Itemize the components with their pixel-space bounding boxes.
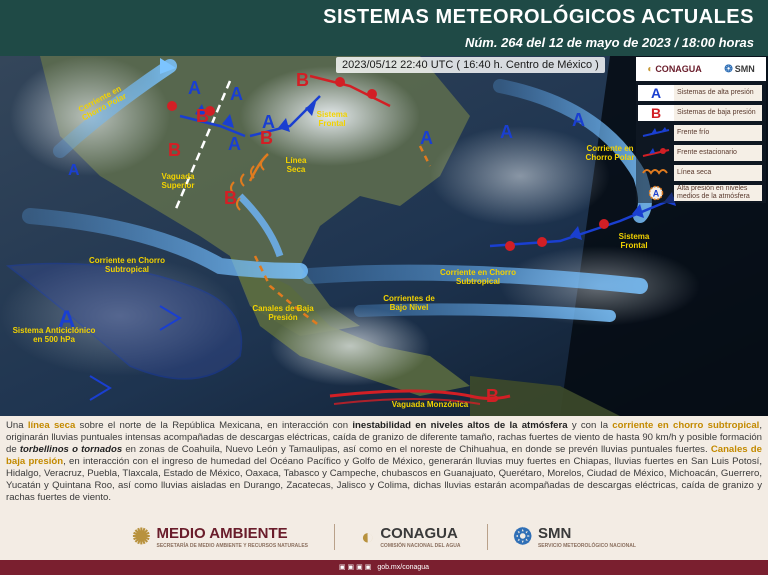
smn-swirl-icon: ❂ — [513, 524, 532, 549]
desc-text: en zonas de Coahuila, Nuevo León y Tamaulipas, así como en el noreste de Chihuahua, en donde se prevén lluvias puntuales fuertes. — [122, 444, 711, 455]
label-corriente-chorro-polar-east: Corriente en Chorro Polar — [585, 144, 635, 162]
forecast-description — [6, 420, 762, 504]
bulletin-subtitle: Núm. 264 del 12 de mayo de 2023 / 18:00 horas — [464, 35, 754, 50]
warm-front-bump-4 — [367, 89, 377, 99]
low-pressure-center: B — [196, 106, 209, 126]
footer-url-link[interactable]: gob.mx/conagua — [377, 564, 430, 571]
mexico-seal-icon: ✺ — [132, 524, 151, 549]
legend-low-text: Sistemas de baja presión — [674, 105, 762, 121]
medio-ambiente-subtext: SECRETARÍA DE MEDIO AMBIENTE Y RECURSOS NATURALES — [156, 543, 309, 549]
conagua-subtext: COMISIÓN NACIONAL DEL AGUA — [380, 543, 461, 549]
label-corriente-chorro-polar-west: Corriente en Chorro Polar — [76, 83, 128, 123]
high-pressure-center: A — [188, 78, 201, 98]
stationary-front-icon — [638, 145, 674, 161]
conagua-drop-icon: ◐ — [647, 63, 654, 75]
legend-stationary-front-text: Frente estacionario — [674, 145, 762, 161]
image-timestamp: 2023/05/12 22:40 UTC ( 16:40 h. Centro de México ) — [336, 57, 605, 73]
legend-conagua-text: CONAGUA — [655, 64, 702, 74]
high-pressure-center: A — [420, 128, 433, 148]
smn-subtext: SERVICIO METEOROLÓGICO NACIONAL — [537, 543, 636, 549]
conagua-text: CONAGUA — [380, 525, 458, 542]
page-title: SISTEMAS METEOROLÓGICOS ACTUALES — [323, 6, 754, 28]
desc-text: , en interacción con el ingreso de humedad del Océano Pacífico y Golfo de México, generarán lluvias muy fuertes en Chiapas, lluvias fuertes en San Luis Potosí, Hidalgo, Veracruz, Puebla, Tlaxcala, Estado de México, Oaxaca, Tabasco y Campeche, chubascos en Guanajuato, Querétaro, Morelos, Ciudad de México, Michoacán, Guerrero, Yucatán y Quintana Roo, así como lluvias aisladas en Durango, Zacatecas, Jalisco y Colima, dichas lluvias estarán acompañadas de descargas eléctricas, caída de granizo y rachas fuertes de viento. — [6, 456, 763, 503]
desc-highlight-instability: inestabilidad en niveles altos de la atmósfera — [352, 420, 568, 431]
label-sistema-anticiclonico: Sistema Anticiclónico en 500 hPa — [12, 326, 96, 344]
low-pressure-center: B — [296, 70, 309, 90]
desc-highlight-subtropical-jet: corriente en chorro subtropical — [612, 420, 760, 431]
label-corriente-chorro-subtropical-east: Corriente en Chorro Subtropical — [439, 268, 516, 286]
desc-text: , originarán lluvias puntuales intensas acompañadas de descargas eléctricas, caída de granizo de diferente tamaño, rachas fuertes de viento de hasta 90 km/h y posible formación de — [6, 420, 762, 455]
warm-front-bump-7 — [599, 219, 609, 229]
high-pressure-center: A — [68, 162, 80, 179]
legend-upper-high-text: Alta presión en niveles medios de la atmósfera — [674, 185, 762, 201]
high-pressure-center: A — [572, 110, 585, 130]
label-linea-seca: Línea Seca — [285, 156, 307, 174]
desc-highlight-low-pressure-channels: Canales de baja presión — [6, 444, 762, 467]
medio-ambiente-text: MEDIO AMBIENTE — [156, 525, 288, 542]
label-corrientes-bajo-nivel: Corrientes de Bajo Nivel — [383, 294, 435, 312]
label-canales-baja-presion: Canales de Baja Presión — [252, 304, 314, 322]
smn-swirl-icon: ❂ — [724, 63, 733, 75]
map-legend — [636, 57, 766, 203]
smn-logo — [514, 524, 636, 550]
footer-bar — [0, 560, 768, 575]
legend-item-high — [638, 84, 764, 102]
legend-item-upper-high — [638, 184, 764, 202]
legend-conagua-logo — [647, 64, 702, 75]
desc-highlight-tornados: torbellinos o tornados — [19, 444, 123, 455]
svg-text:A: A — [652, 188, 660, 199]
legend-cold-front-text: Frente frío — [674, 125, 762, 141]
smn-text: SMN — [537, 525, 572, 542]
legend-item-dry-line — [638, 164, 764, 182]
desc-text: y con la — [567, 420, 613, 431]
legend-logos — [636, 57, 766, 81]
footer-logos — [0, 514, 768, 560]
desc-text: Una — [6, 420, 28, 431]
label-sistema-frontal-north: Sistema Frontal — [316, 110, 348, 128]
low-pressure-center: B — [260, 128, 273, 148]
medio-ambiente-logo — [132, 524, 308, 550]
cloud-mass-atlantic — [430, 126, 610, 226]
legend-smn-text: SMN — [734, 64, 755, 74]
warm-front-bump-5 — [505, 241, 515, 251]
legend-high-symbol: A — [638, 85, 674, 101]
legend-dry-line-text: Línea seca — [674, 165, 762, 181]
dry-line-icon — [638, 165, 674, 181]
social-icons: ▣▣▣▣ — [338, 564, 378, 571]
desc-highlight-dry-line: línea seca — [27, 420, 76, 431]
cold-front-icon — [638, 125, 674, 141]
warm-front-bump-6 — [537, 237, 547, 247]
conagua-logo — [361, 524, 461, 550]
label-vaguada-monzonica: Vaguada Monzónica — [391, 400, 469, 409]
warm-front-bump-1 — [167, 101, 177, 111]
legend-item-low — [638, 104, 764, 122]
high-pressure-center: A — [262, 112, 275, 132]
high-pressure-center: A — [500, 122, 513, 142]
anticyclone-center: A — [58, 306, 76, 333]
legend-high-text: Sistemas de alta presión — [674, 85, 762, 101]
footer-separator — [487, 524, 488, 550]
legend-item-cold-front — [638, 124, 764, 142]
warm-front-bump-3 — [335, 77, 345, 87]
high-pressure-center: A — [228, 134, 241, 154]
low-pressure-center: B — [486, 386, 499, 406]
legend-smn-logo — [724, 64, 754, 75]
upper-high-icon — [638, 185, 674, 201]
high-pressure-center: A — [230, 84, 243, 104]
conagua-drop-icon: ◐ — [361, 524, 375, 549]
legend-item-stationary-front — [638, 144, 764, 162]
low-pressure-center: B — [168, 140, 181, 160]
header-bar — [0, 0, 768, 56]
label-corriente-chorro-subtropical-west: Corriente en Chorro Subtropical — [88, 256, 165, 274]
desc-text: sobre el norte de la República Mexicana, en interacción con — [75, 420, 353, 431]
legend-low-symbol: B — [638, 105, 674, 121]
footer-separator — [334, 524, 335, 550]
label-vaguada-superior: Vaguada Superior — [161, 172, 195, 190]
low-pressure-center: B — [224, 188, 237, 208]
label-sistema-frontal-east: Sistema Frontal — [618, 232, 650, 250]
